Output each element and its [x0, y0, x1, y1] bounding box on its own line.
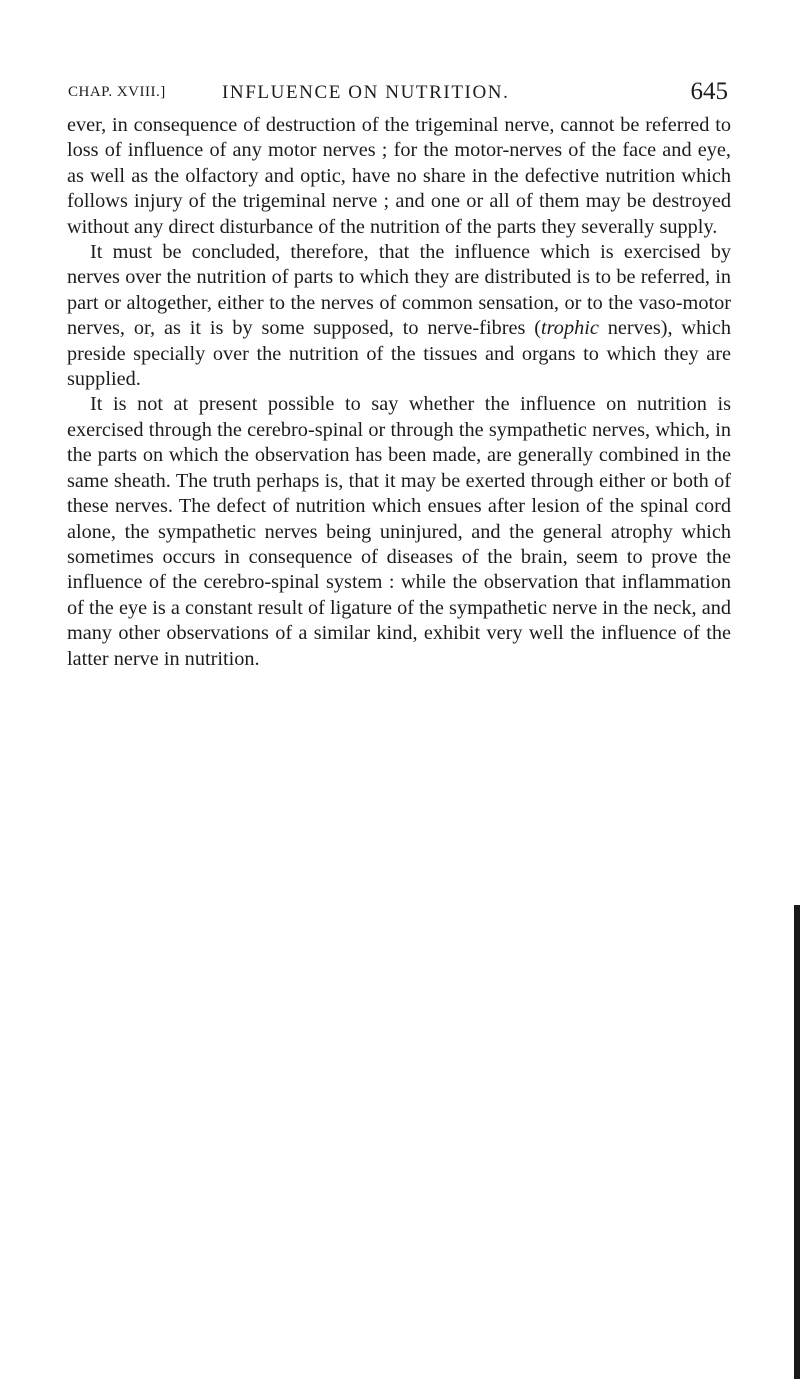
paragraph-text: nerves), which preside specially over the nutrition of the tissues and organs to which they are supplied. — [67, 317, 731, 391]
paragraph-text: ever, in consequence of destruction of the trigeminal nerve, cannot be referred to loss of influence of any motor nerves ; for the motor-nerves of the face and eye, as well as the olfactory and optic, have no share in the defective nutrition which follows injury of the trigeminal nerve ; and one or all of them may be destroyed without any direct disturbance of the nutrition of the parts they severally supply. — [67, 114, 731, 238]
italic-term: trophic — [541, 317, 599, 340]
scan-edge-shadow — [794, 905, 800, 1379]
page-number: 645 — [690, 78, 728, 105]
paragraph-2 — [67, 240, 731, 392]
paragraph-1 — [67, 113, 731, 240]
chapter-label: CHAP. XVIII.] — [68, 84, 166, 100]
running-title: INFLUENCE ON NUTRITION. — [222, 82, 510, 103]
paragraph-text: It must be concluded, therefore, that the influence which is exercised by nerves over the nutrition of parts to which they are distributed is to be referred, in part or altogether, either to the nerves of common sensation, or to the vaso-motor nerves, or, as it is by some supposed, to nerve-fibres ( — [67, 241, 731, 340]
body-text — [67, 113, 731, 672]
paragraph-3 — [67, 392, 731, 671]
running-head — [68, 78, 728, 110]
paragraph-text: It is not at present possible to say whether the influence on nutrition is exercised through the cerebro-spinal or through the sympathetic nerves, which, in the parts on which the observation has been made, are generally combined in the same sheath. The truth perhaps is, that it may be exerted through either or both of these nerves. The defect of nutrition which ensues after lesion of the spinal cord alone, the sympathetic nerves being uninjured, and the general atrophy which sometimes occurs in consequence of diseases of the brain, seem to prove the influence of the cerebro-spinal system : while the observation that inflammation of the eye is a constant result of ligature of the sympathetic nerve in the neck, and many other observations of a similar kind, exhibit very well the influence of the latter nerve in nutrition. — [67, 393, 731, 670]
